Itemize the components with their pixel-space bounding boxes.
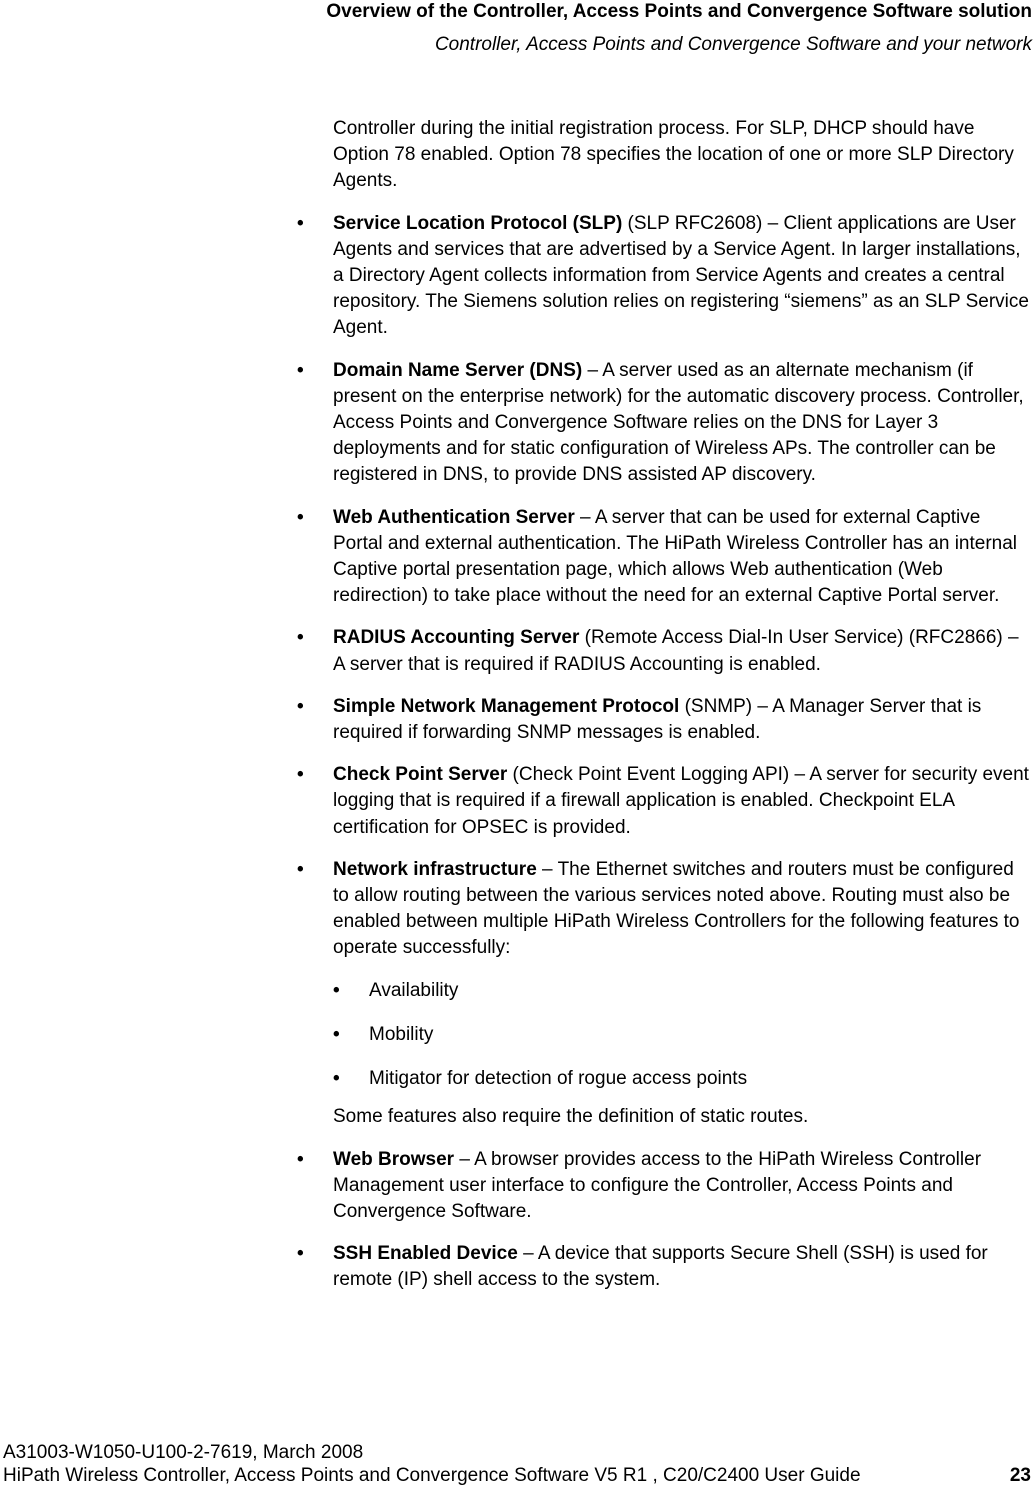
sub-bullet-mobility [333,1022,1033,1048]
bullet-term: Service Location Protocol (SLP) [333,212,623,234]
static-routes-note: Some features also require the definition of static routes. [333,1106,809,1128]
bullet-symbol: • [297,1243,304,1265]
footer-guide-title: HiPath Wireless Controller, Access Points and Convergence Software V5 R1 , C20/C2400 User Guide [3,1465,861,1486]
bullet-term: Network infrastructure [333,858,537,880]
bullet-radius-accounting [297,625,1033,677]
bullet-slp [297,211,1033,342]
running-header-subtitle: Controller, Access Points and Convergence Software and your network [434,34,1032,55]
bullet-symbol: • [297,858,304,880]
bullet-symbol: • [297,695,304,717]
page-body [297,116,1033,1310]
bullet-dns [297,358,1033,489]
sub-bullet-availability [333,978,1033,1004]
bullet-ssh-device [297,1241,1033,1293]
sub-bullet-list [333,978,1033,1093]
sub-bullet-text: Mobility [369,1023,434,1045]
sub-bullet-text: Availability [369,979,459,1001]
bullet-symbol: • [297,506,304,528]
bullet-text: – A server used as an alternate mechanism (if present on the enterprise network) for the automatic discovery process. Controller, Access Points and Convergence Software relies on the DNS for Layer 3 deployments and for static configuration of Wireless APs. The controller can be registered in DNS, to provide DNS assisted AP discovery. [333,359,1024,486]
footer-document-code: A31003-W1050-U100-2-7619, March 2008 [3,1442,364,1463]
bullet-web-authentication [297,505,1033,610]
intro-paragraph: Controller during the initial registration process. For SLP, DHCP should have Option 78 enabled. Option 78 specifies the location of one or more SLP Directory Agents. [333,118,1014,192]
sub-bullet-text: Mitigator for detection of rogue access points [369,1068,748,1090]
page-number: 23 [1009,1465,1031,1486]
bullet-text: – A server that can be used for external Captive Portal and external authentication. The HiPath Wireless Controller has an internal Captive portal presentation page, which allows Web authentication (Web redirection) to take place without the need for an external Captive Portal server. [333,506,1018,607]
bullet-symbol: • [297,212,304,234]
bullet-term: Simple Network Management Protocol [333,695,680,717]
bullet-check-point [297,762,1033,841]
bullet-symbol: • [297,1148,304,1170]
sub-bullet-mitigator [333,1066,1033,1092]
bullet-text: – A device that supports Secure Shell (SSH) is used for remote (IP) shell access to the system. [333,1243,988,1291]
running-header-title: Overview of the Controller, Access Points and Convergence Software solution [326,1,1032,22]
bullet-web-browser [297,1147,1033,1226]
bullet-term: Domain Name Server (DNS) [333,359,583,381]
bullet-term: Check Point Server [333,764,508,786]
bullet-text: (SLP RFC2608) – Client applications are User Agents and services that are advertised by a Service Agent. In larger installations, a Directory Agent collects information from Service Agents and creates a central repository. The Siemens solution relies on registering “siemens” as an SLP Service Agent. [333,212,1029,339]
bullet-term: Web Authentication Server [333,506,575,528]
bullet-text: (SNMP) – A Manager Server that is required if forwarding SNMP messages is enabled. [333,695,982,744]
bullet-text: – A browser provides access to the HiPath Wireless Controller Management user interface to configure the Controller, Access Points and Convergence Software. [333,1148,982,1222]
bullet-term: SSH Enabled Device [333,1243,518,1265]
bullet-text: (Remote Access Dial-In User Service) (RFC2866) – A server that is required if RADIUS Accounting is enabled. [333,627,1019,675]
bullet-symbol: • [297,627,304,649]
bullet-snmp [297,694,1033,746]
bullet-symbol: • [297,359,304,381]
sub-bullet-symbol: • [333,1023,340,1045]
bullet-term: Web Browser [333,1148,455,1170]
bullet-text: – The Ethernet switches and routers must be configured to allow routing between the various services noted above. Routing must also be enabled between multiple HiPath Wireless Controllers for the following features to operate successfully: [333,858,1020,959]
sub-bullet-symbol: • [333,979,340,1001]
bullet-symbol: • [297,764,304,786]
sub-bullet-symbol: • [333,1068,340,1090]
bullet-text: (Check Point Event Logging API) – A server for security event logging that is required if a firewall application is enabled. Checkpoint ELA certification for OPSEC is provided. [333,764,1029,838]
bullet-network-infrastructure [297,857,1033,962]
bullet-term: RADIUS Accounting Server [333,627,580,649]
